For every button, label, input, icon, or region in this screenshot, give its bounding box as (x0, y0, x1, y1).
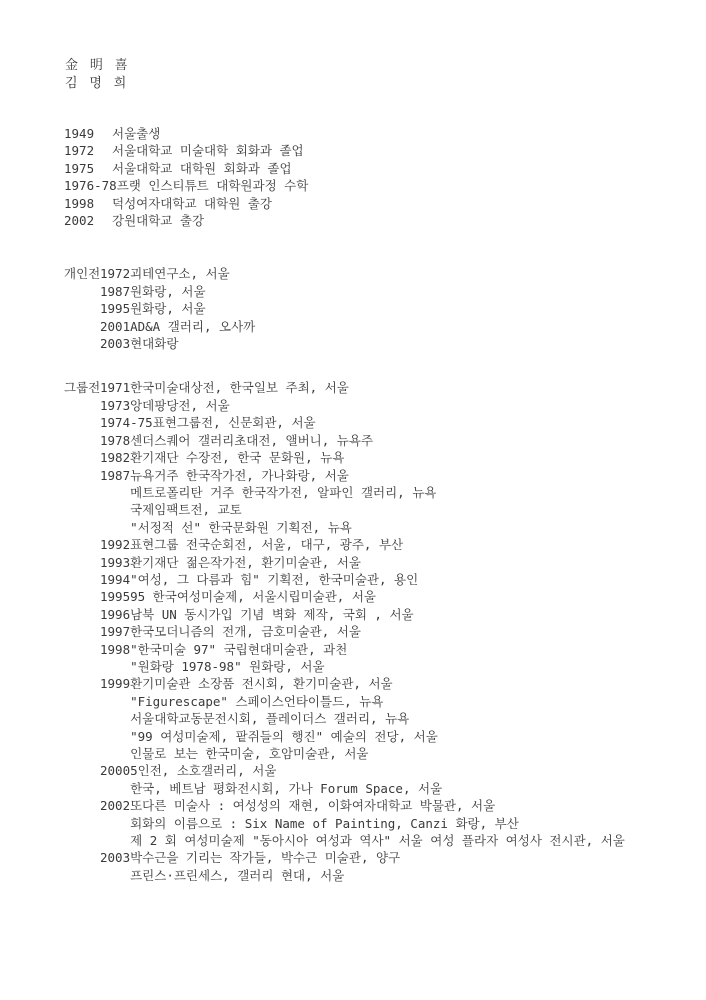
solo-section-label: 개인전 (64, 266, 101, 282)
entry-year: 1993 (100, 554, 131, 570)
cv-entry-row (100, 536, 686, 553)
entry-year: 1987 (100, 467, 131, 483)
entry-line: 프랫 인스티튜트 대학원과정 수학 (116, 178, 309, 194)
entry-text (130, 265, 686, 282)
entry-year: 1973 (100, 397, 131, 413)
cv-entry-row (100, 335, 686, 352)
cv-entry-row (100, 432, 686, 449)
entry-text (130, 641, 686, 676)
cv-entry-row (64, 160, 686, 177)
entry-year: 1998 (100, 641, 131, 657)
cv-entry-row (100, 606, 686, 623)
entry-text (130, 675, 686, 762)
entry-year: 1976-78 (64, 178, 117, 194)
entry-line: 서울대학교 대학원 회화과 졸업 (112, 160, 292, 176)
entry-year: 1975 (64, 160, 95, 176)
entry-year: 1972 (100, 266, 131, 282)
education-rows (64, 125, 686, 229)
cv-entry-row (100, 449, 686, 466)
entry-text (130, 432, 686, 449)
group-exhibition-rows (100, 379, 686, 884)
entry-text (130, 467, 686, 537)
solo-exhibitions-section (64, 265, 686, 352)
cv-entry-row (64, 212, 686, 229)
cv-entry-row (64, 125, 686, 142)
entry-line: 국제임팩트전, 교토 (130, 502, 242, 518)
cv-entry-row (100, 283, 686, 300)
education-section (64, 125, 686, 229)
entry-line: 센더스퀘어 갤러리초대전, 앨버니, 뉴욕주 (130, 432, 374, 448)
entry-year: 1974-75 (100, 415, 153, 431)
entry-text (112, 160, 686, 177)
entry-line: 한국미술대상전, 한국일보 주최, 서울 (130, 380, 349, 396)
entry-text (117, 177, 686, 194)
entry-line: 표현그룹 전국순회전, 서울, 대구, 광주, 부산 (130, 537, 404, 553)
entry-line: 덕성여자대학교 대학원 출강 (112, 195, 272, 211)
entry-line: "원화랑 1978-98" 원화랑, 서울 (130, 658, 325, 674)
entry-line: 또다른 미술사 : 여성성의 재현, 이화여자대학교 박물관, 서울 (130, 798, 496, 814)
entry-line: 뉴욕거주 한국작가전, 가나화랑, 서울 (130, 467, 349, 483)
entry-line: 서울대학교 미술대학 회화과 졸업 (112, 143, 304, 159)
entry-line: 서울대학교동문전시회, 플레이더스 갤러리, 뉴욕 (130, 711, 410, 727)
entry-year: 1996 (100, 606, 131, 622)
entry-line: "서정적 선" 한국문화원 기획전, 뉴욕 (130, 519, 352, 535)
entry-year: 2003 (100, 850, 131, 866)
entry-text (130, 536, 686, 553)
cv-entry-row (100, 300, 686, 317)
artist-name-block (65, 57, 686, 92)
entry-line: 회화의 이름으로 : Six Name of Painting, Canzi 화랑, 부산 (130, 815, 519, 831)
entry-line: 앙데팡당전, 서울 (130, 397, 230, 413)
entry-text (153, 414, 686, 431)
entry-year: 1987 (100, 283, 131, 299)
entry-text (130, 797, 686, 849)
entry-text (130, 762, 686, 797)
cv-entry-row (100, 397, 686, 414)
entry-year: 1997 (100, 624, 131, 640)
entry-year: 1978 (100, 432, 131, 448)
entry-text (112, 212, 686, 229)
entry-line: 표현그룹전, 신문회관, 서울 (152, 415, 316, 431)
group-exhibitions-section (64, 379, 686, 884)
entry-year: 2002 (100, 798, 131, 814)
entry-text (130, 588, 686, 605)
entry-text (112, 142, 686, 159)
cv-entry-row (100, 554, 686, 571)
entry-line: "99 여성미술제, 팥쥐들의 행진" 예술의 전당, 서울 (130, 728, 438, 744)
entry-line: 박수근을 기리는 작가들, 박수근 미술관, 양구 (130, 850, 401, 866)
cv-entry-row (100, 414, 686, 431)
entry-line: 괴테연구소, 서울 (130, 266, 230, 282)
entry-line: 인물로 보는 한국미술, 호암미술관, 서울 (130, 746, 369, 761)
entry-text (130, 623, 686, 640)
entry-year: 1999 (100, 676, 131, 692)
cv-entry-row (100, 641, 686, 676)
entry-line: 95 한국여성미술제, 서울시립미술관, 서울 (130, 589, 376, 605)
cv-entry-row (100, 849, 686, 884)
cv-entry-row (100, 675, 686, 762)
group-section-label: 그룹전 (64, 380, 101, 396)
entry-text (130, 397, 686, 414)
entry-year: 1998 (64, 195, 95, 211)
cv-entry-row (100, 265, 686, 282)
cv-entry-row (64, 177, 686, 194)
entry-text (130, 318, 686, 335)
entry-year: 1949 (64, 126, 95, 141)
entry-text (130, 554, 686, 571)
entry-line: "Figurescape" 스페이스언타이틀드, 뉴욕 (130, 693, 384, 709)
cv-entry-row (100, 588, 686, 605)
entry-line: 환기재단 젊은작가전, 환기미술관, 서울 (130, 554, 361, 570)
entry-line: 한국, 베트남 평화전시회, 가나 Forum Space, 서울 (130, 780, 443, 796)
entry-line: AD&A 갤러리, 오사까 (130, 318, 256, 334)
artist-name-hangul: 김 명 희 (65, 75, 129, 91)
entry-line: 환기재단 수장전, 한국 문화원, 뉴욕 (130, 450, 345, 466)
cv-entry-row (64, 142, 686, 159)
cv-entry-row (100, 623, 686, 640)
entry-year: 1972 (64, 143, 95, 159)
entry-year: 1995 (100, 301, 131, 317)
entry-line: 현대화랑 (130, 336, 179, 352)
entry-text (112, 195, 686, 212)
entry-year: 2001 (100, 318, 131, 334)
entry-line: 강원대학교 출강 (112, 213, 205, 229)
entry-line: 환기미술관 소장품 전시회, 환기미술관, 서울 (130, 676, 393, 692)
entry-year: 2000 (100, 763, 131, 779)
entry-line: 5인전, 소호갤러리, 서울 (130, 763, 277, 779)
entry-year: 1982 (100, 450, 131, 466)
entry-text (130, 606, 686, 623)
entry-text (130, 849, 686, 884)
entry-year: 1995 (100, 589, 131, 605)
cv-entry-row (100, 571, 686, 588)
entry-text (130, 300, 686, 317)
entry-text (112, 125, 686, 142)
entry-year: 1994 (100, 571, 131, 587)
entry-year: 2002 (64, 213, 95, 229)
artist-name-hanja: 金 明 喜 (65, 58, 130, 73)
cv-entry-row (100, 762, 686, 797)
entry-line: 원화랑, 서울 (130, 301, 206, 317)
entry-text (130, 379, 686, 396)
entry-line: 제 2 회 여성미술제 "동아시아 여성과 역사" 서울 여성 플라자 여성사 전시관, 서울 (130, 833, 625, 849)
entry-line: 한국모더니즘의 전개, 금호미술관, 서울 (130, 624, 361, 640)
solo-exhibition-rows (100, 265, 686, 352)
entry-line: 서울출생 (112, 126, 161, 141)
entry-text (130, 449, 686, 466)
entry-line: 원화랑, 서울 (130, 283, 206, 299)
entry-line: 남북 UN 동시가입 기념 벽화 제작, 국회 , 서울 (130, 606, 414, 622)
entry-line: "한국미술 97" 국립현대미술관, 과천 (130, 641, 348, 657)
entry-text (130, 283, 686, 300)
entry-year: 1971 (100, 380, 131, 396)
cv-entry-row (100, 379, 686, 396)
entry-text (130, 571, 686, 588)
entry-year: 1992 (100, 537, 131, 553)
entry-line: "여성, 그 다름과 힘" 기획전, 한국미술관, 용인 (130, 571, 419, 587)
cv-entry-row (64, 195, 686, 212)
entry-text (130, 335, 686, 352)
entry-year: 2003 (100, 336, 131, 352)
entry-line: 메트로폴리탄 거주 한국작가전, 알파인 갤러리, 뉴욕 (130, 484, 437, 500)
entry-line: 프린스·프린세스, 갤러리 현대, 서울 (130, 867, 345, 883)
cv-entry-row (100, 797, 686, 849)
cv-entry-row (100, 467, 686, 537)
cv-entry-row (100, 318, 686, 335)
